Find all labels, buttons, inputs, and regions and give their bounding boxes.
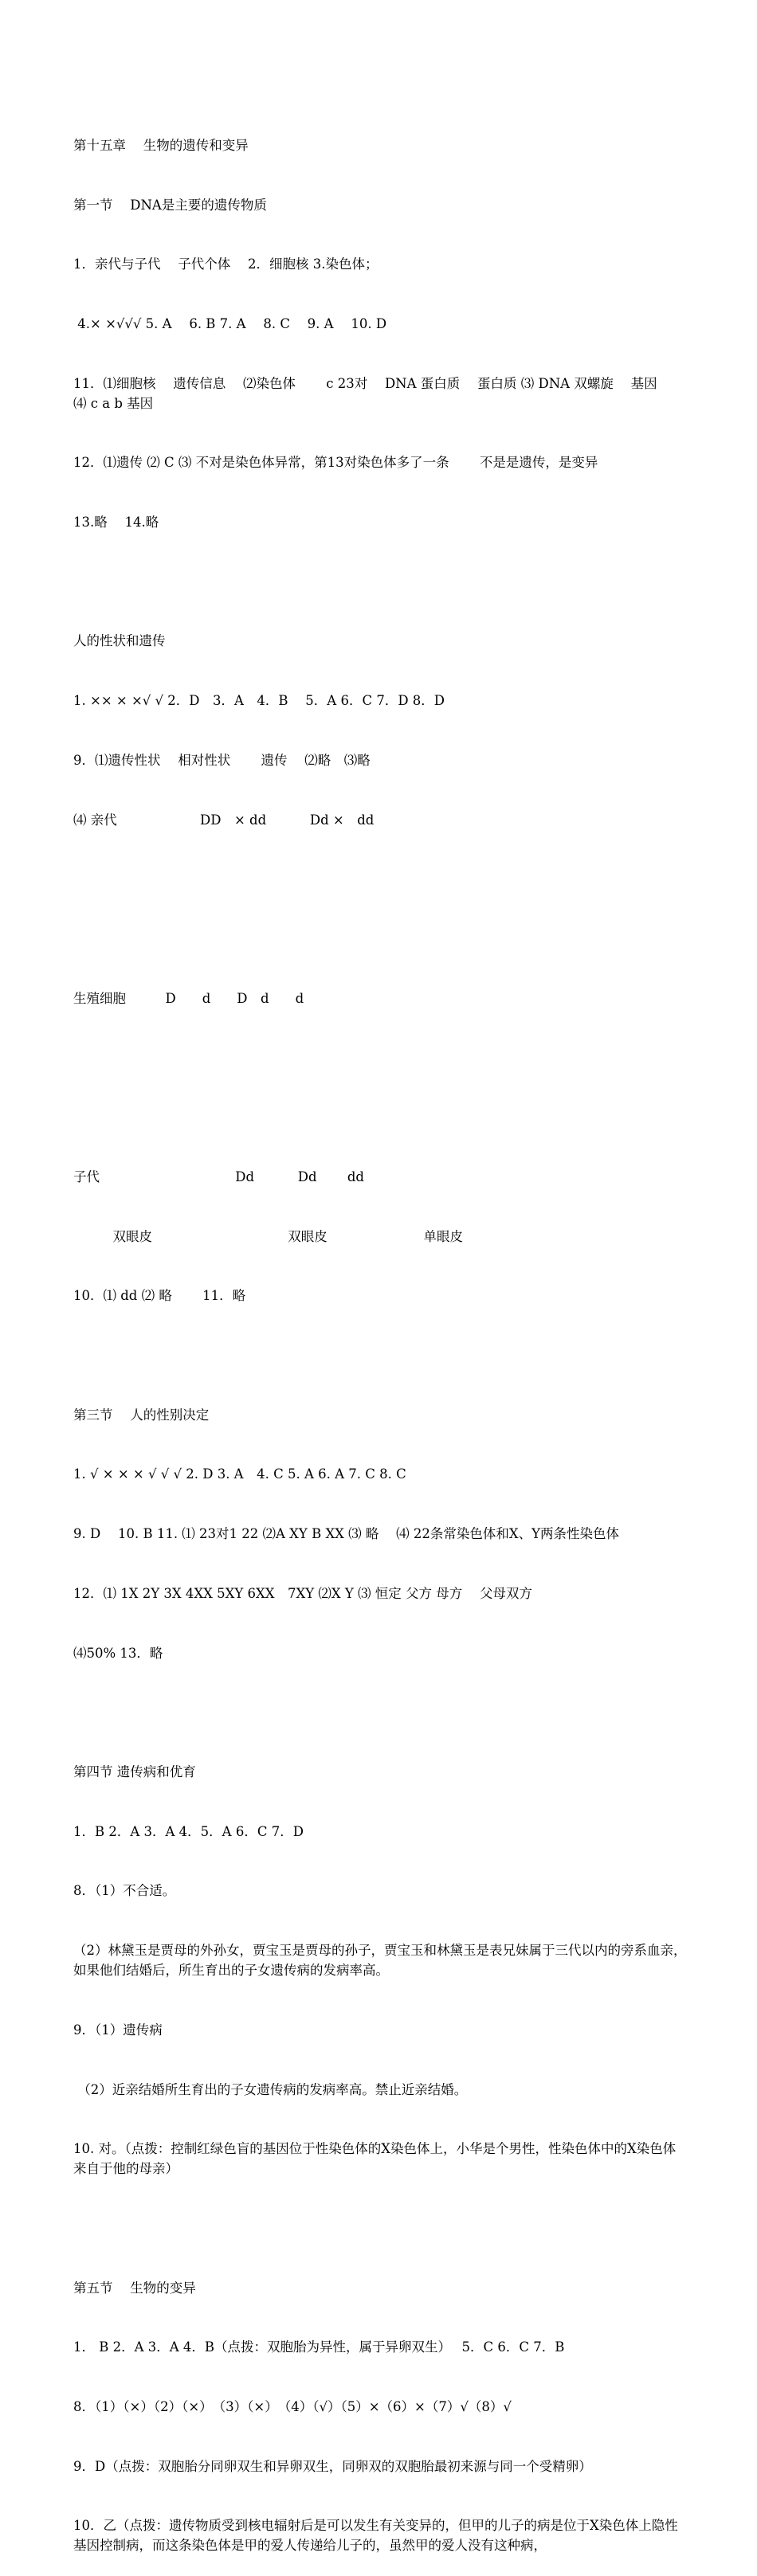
spacer: [73, 573, 687, 593]
section-title-1: 第一节 DNA是主要的遗传物质: [73, 197, 267, 213]
genetics-gamete-row: 生殖细胞 D d D d d: [73, 990, 304, 1006]
text-line: 9．（1）遗传病: [73, 2022, 163, 2038]
spacer: [73, 1346, 687, 1366]
text-paragraph: 10．乙（点拨：遗传物质受到核电辐射后是可以发生有关变异的，但甲的儿子的病是位于X染色体上隐性基因控制病，而这条染色体是甲的爱人传递给儿子的，虽然甲的爱人没有这种病，: [73, 2518, 678, 2554]
text-line: ⑷50% 13．略: [73, 1645, 163, 1661]
text-paragraph: 10. 对。（点拨：控制红绿色盲的基因位于性染色体的X染色体上，小华是个男性，性染色体中的X染色体来自于他的母亲）: [73, 2141, 677, 2177]
text-line: 12．⑴遗传 ⑵ C ⑶ 不对是染色体异常，第13对染色体多了一条 不是是遗传，是变异: [73, 455, 598, 471]
text-line: 4.× ×√√√ 5. A 6. B 7. A 8. C 9. A 10. D: [73, 315, 387, 331]
spacer: [73, 1108, 687, 1128]
genetics-phenotype-row: 双眼皮 双眼皮 单眼皮: [73, 1228, 463, 1244]
text-line: 1. √ × × × √ √ √ 2. D 3. A 4. C 5. A 6. A 7. C 8. C: [73, 1466, 406, 1482]
text-paragraph: （2）林黛玉是贾母的外孙女，贾宝玉是贾母的孙子，贾宝玉和林黛玉是表兄妹属于三代以内的旁系血亲，如果他们结婚后，所生育出的子女遗传病的发病率高。: [73, 1943, 687, 1979]
text-line: 9. D 10. B 11. ⑴ 23对1 22 ⑵A XY B XX ⑶ 略 ⑷ 22条常染色体和X、Y两条性染色体: [73, 1526, 620, 1542]
text-line: 8．（1）不合适。: [73, 1883, 176, 1899]
genetics-parent-row: ⑷ 亲代 DD × dd Dd × dd: [73, 812, 375, 828]
chapter-title: 第十五章 生物的遗传和变异: [73, 137, 249, 153]
genetics-offspring-row: 子代 Dd Dd dd: [73, 1169, 364, 1184]
spacer: [73, 2219, 687, 2239]
spacer: [73, 930, 687, 949]
text-line: 11．⑴细胞核 遗传信息 ⑵染色体 c 23对 DNA 蛋白质 蛋白质 ⑶ DNA 双螺旋 基因 ⑷ c a b 基因: [73, 375, 675, 411]
section-title-5: 第五节 生物的变异: [73, 2280, 196, 2296]
section-title-3: 第三节 人的性别决定: [73, 1407, 210, 1423]
text-line: 1．亲代与子代 子代个体 2．细胞核 3.染色体；: [73, 256, 378, 272]
section-title-2: 人的性状和遗传: [73, 633, 166, 649]
text-line: 9．⑴遗传性状 相对性状 遗传 ⑵略 ⑶略: [73, 752, 371, 768]
text-line: （2）近亲结婚所生育出的子女遗传病的发病率高。禁止近亲结婚。: [73, 2081, 468, 2097]
section-title-4: 第四节 遗传病和优育: [73, 1764, 196, 1780]
text-line: 8．（1）（×）（2）（×） （3）（×） （4）（√）（5）×（6）×（7）√（8）√: [73, 2399, 512, 2414]
spacer: [73, 870, 687, 890]
text-line: 9．D（点拨：双胞胎分同卵双生和异卵双生，同卵双的双胞胎最初来源与同一个受精卵）: [73, 2458, 592, 2474]
document-body: [73, 96, 687, 2576]
text-line: 1. ×× × ×√ √ 2．D 3．A 4．B 5．A 6．C 7．D 8．D: [73, 693, 445, 709]
text-line: 10．⑴ dd ⑵ 略 11．略: [73, 1288, 246, 1304]
text-line: 13.略 14.略: [73, 515, 159, 530]
text-line: 12．⑴ 1X 2Y 3X 4XX 5XY 6XX 7XY ⑵X Y ⑶ 恒定 父方 母方 父母双方: [73, 1585, 532, 1601]
spacer: [73, 1703, 687, 1723]
text-line: 1．B 2．A 3．A 4．5．A 6．C 7．D: [73, 1823, 304, 1839]
text-line: 1． B 2．A 3．A 4．B（点拨：双胞胎为异性，属于异卵双生） 5．C 6．C 7．B: [73, 2339, 565, 2355]
spacer: [73, 1048, 687, 1068]
